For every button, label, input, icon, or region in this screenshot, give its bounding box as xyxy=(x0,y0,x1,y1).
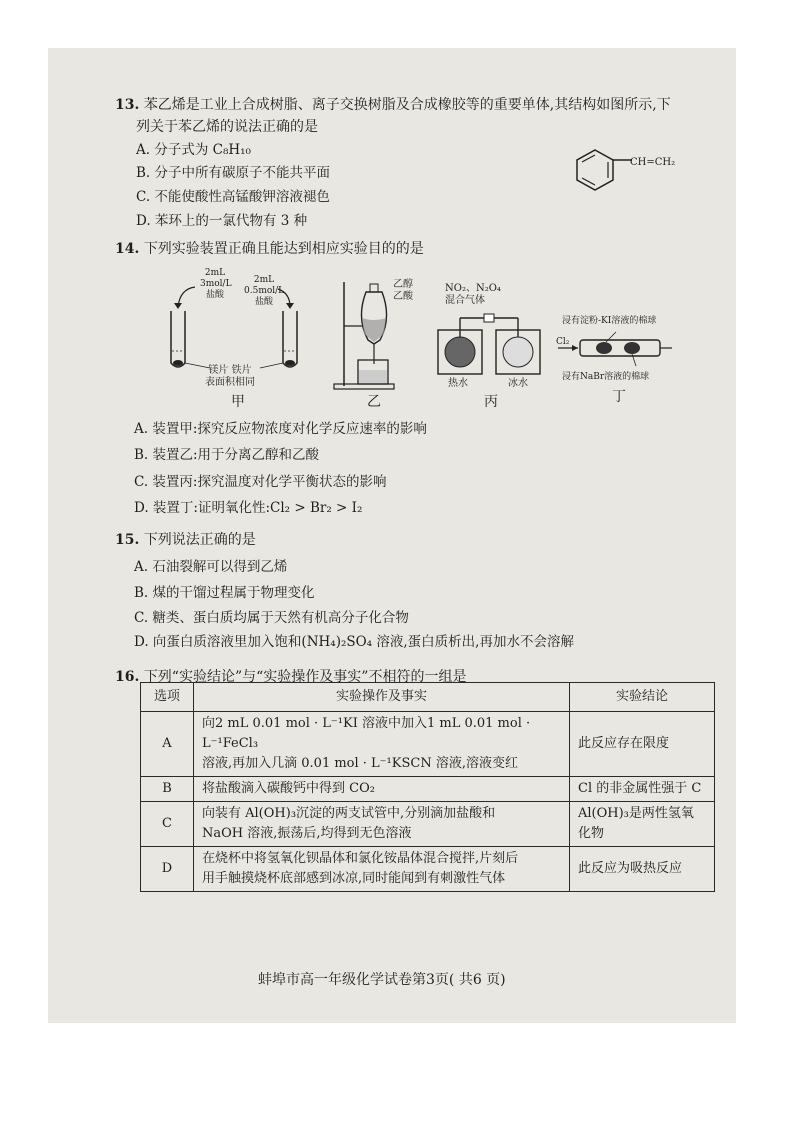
row-operation-line1: 向装有 Al(OH)₃沉淀的两支试管中,分别滴加盐酸和 xyxy=(202,806,496,821)
styrene-structure-diagram xyxy=(572,146,638,194)
jia-left-volume: 2mL xyxy=(204,268,226,278)
q14-option-d: D. 装置丁:证明氧化性:Cl₂ > Br₂ > I₂ xyxy=(134,500,363,516)
row-operation-line1: 向2 mL 0.01 mol · L⁻¹KI 溶液中加入1 mL 0.01 mol · L⁻¹FeCl₃ xyxy=(202,716,531,751)
row-option: C xyxy=(141,802,194,847)
yi-label xyxy=(393,279,413,303)
q15-option-a: A. 石油裂解可以得到乙烯 xyxy=(134,559,288,575)
ding-cl2-label: Cl₂ xyxy=(556,337,570,347)
q13-stem-line2: 列关于苯乙烯的说法正确的是 xyxy=(136,119,318,135)
row-conclusion: Cl 的非金属性强于 C xyxy=(570,777,715,802)
table-row xyxy=(141,712,715,777)
row-operation-line2: NaOH 溶液,振荡后,均得到无色溶液 xyxy=(202,826,412,841)
q13-number: 13. xyxy=(115,97,140,113)
jia-right-volume: 2mL xyxy=(253,275,275,285)
bing-gas-formula: NO₂、N₂O₄ xyxy=(445,283,501,294)
q13-option-a: A. 分子式为 C₈H₁₀ xyxy=(136,142,251,158)
bing-hot-water-label: 热水 xyxy=(448,378,468,389)
row-operation-line1: 在烧杯中将氢氧化钡晶体和氯化铵晶体混合搅拌,片刻后 xyxy=(202,851,519,866)
jia-area-note: 表面积相同 xyxy=(205,377,255,388)
row-conclusion: Al(OH)₃是两性氢氧化物 xyxy=(570,802,715,847)
row-operation xyxy=(194,777,570,802)
bing-name: 丙 xyxy=(484,394,498,410)
ding-name: 丁 xyxy=(612,389,626,405)
q14-stem: 下列实验装置正确且能达到相应实验目的的是 xyxy=(143,241,424,257)
row-operation xyxy=(194,847,570,892)
row-option: B xyxy=(141,777,194,802)
jia-metal-label xyxy=(205,365,255,389)
bing-gas-label xyxy=(445,283,501,307)
table-header-operation: 实验操作及事实 xyxy=(194,683,570,712)
row-operation-line2: 用手触摸烧杯底部感到冰凉,同时能闻到有刺激性气体 xyxy=(202,871,506,886)
yi-name: 乙 xyxy=(367,394,381,410)
q13-stem-line1: 苯乙烯是工业上合成树脂、离子交换树脂及合成橡胶等的重要单体,其结构如图所示,下 xyxy=(143,97,671,113)
q16-stem: 下列“实验结论”与“实验操作及事实”不相符的一组是 xyxy=(143,669,467,685)
q14-option-c: C. 装置丙:探究温度对化学平衡状态的影响 xyxy=(134,474,387,490)
q13-option-c: C. 不能使酸性高锰酸钾溶液褪色 xyxy=(136,189,330,205)
bing-apparatus-drawing xyxy=(436,312,546,378)
jia-left-acid: 盐酸 xyxy=(205,290,224,300)
q14-option-a: A. 装置甲:探究反应物浓度对化学反应速率的影响 xyxy=(134,421,427,437)
q15-option-c: C. 糖类、蛋白质均属于天然有机高分子化合物 xyxy=(134,610,409,626)
ding-top-label: 浸有淀粉-KI溶液的棉球 xyxy=(562,316,657,326)
yi-separatory-funnel-drawing xyxy=(330,278,400,393)
q14-option-b: B. 装置乙:用于分离乙醇和乙酸 xyxy=(134,447,320,463)
row-conclusion: 此反应为吸热反应 xyxy=(570,847,715,892)
page-footer: 蚌埠市高一年级化学试卷第3页( 共6 页) xyxy=(258,972,506,988)
table-row xyxy=(141,802,715,847)
q15-stem: 下列说法正确的是 xyxy=(143,532,256,548)
bing-gas-mixture: 混合气体 xyxy=(445,295,485,306)
q16-number: 16. xyxy=(115,669,140,685)
row-option: D xyxy=(141,847,194,892)
row-operation xyxy=(194,802,570,847)
row-operation-line2: 溶液,再加入几滴 0.01 mol · L⁻¹KSCN 溶液,溶液变红 xyxy=(202,756,518,771)
table-header-row xyxy=(141,683,715,712)
bing-ice-water-label: 冰水 xyxy=(508,378,528,389)
jia-metals: 镁片 铁片 xyxy=(208,365,252,376)
q13-line1 xyxy=(115,96,671,114)
jia-left-conc: 3mol/L xyxy=(200,279,232,289)
q15-option-d: D. 向蛋白质溶液里加入饱和(NH₄)₂SO₄ 溶液,蛋白质析出,再加水不会溶解 xyxy=(134,634,574,650)
row-option: A xyxy=(141,712,194,777)
q15-line xyxy=(115,531,256,549)
table-row xyxy=(141,777,715,802)
row-operation xyxy=(194,712,570,777)
q14-line xyxy=(115,240,424,258)
jia-apparatus-drawing xyxy=(160,275,310,375)
styrene-vinyl-label: CH=CH₂ xyxy=(630,157,676,168)
row-conclusion: 此反应存在限度 xyxy=(570,712,715,777)
row-operation-line1: 将盐酸滴入碳酸钙中得到 CO₂ xyxy=(202,781,375,796)
yi-ethanol-label: 乙醇 xyxy=(393,279,413,290)
ding-tube-drawing xyxy=(556,330,676,370)
jia-right-acid: 盐酸 xyxy=(254,297,273,307)
table-header-conclusion: 实验结论 xyxy=(570,683,715,712)
q15-number: 15. xyxy=(115,532,140,548)
q13-option-b: B. 分子中所有碳原子不能共平面 xyxy=(136,165,331,181)
table-header-option: 选项 xyxy=(141,683,194,712)
q14-number: 14. xyxy=(115,241,140,257)
yi-acetic-acid-label: 乙酸 xyxy=(393,291,413,302)
jia-right-conc: 0.5mol/L xyxy=(244,286,285,296)
q13-option-d: D. 苯环上的一氯代物有 3 种 xyxy=(136,213,308,229)
table-row xyxy=(141,847,715,892)
q15-option-b: B. 煤的干馏过程属于物理变化 xyxy=(134,585,315,601)
ding-bottom-label: 浸有NaBr溶液的棉球 xyxy=(562,372,650,382)
jia-name: 甲 xyxy=(231,394,245,410)
q16-table xyxy=(140,682,715,892)
